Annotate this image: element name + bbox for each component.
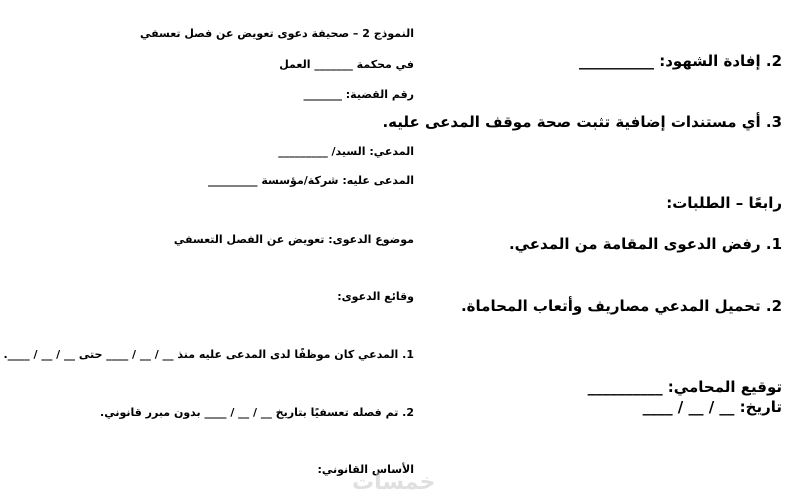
request-item-2: 2. تحميل المدعي مصاريف وأتعاب المحاماة. — [460, 297, 782, 315]
case-number-line: رقم القضية: _______ — [303, 88, 414, 101]
defendant-line: المدعى عليه: شركة/مؤسسة _________ — [208, 174, 414, 187]
form-title: النموذج 2 – صحيفة دعوى تعويض عن فصل تعسفي — [139, 27, 414, 40]
additional-documents-line: 3. أي مستندات إضافية تثبت صحة موقف المدعى عليه. — [382, 113, 782, 131]
request-item-1: 1. رفض الدعوى المقامة من المدعي. — [508, 235, 782, 253]
date-line: تاريخ: __ / __ / ____ — [642, 398, 782, 416]
subject-line: موضوع الدعوى: تعويض عن الفصل التعسفي — [173, 233, 414, 246]
plaintiff-line: المدعي: السيد/ _________ — [278, 145, 414, 158]
witness-statement-line: 2. إفادة الشهود: __________ — [579, 52, 782, 70]
watermark-logo: خمسات — [352, 470, 436, 495]
fact-item-2: 2. تم فصله تعسفيًا بتاريخ __ / __ / ____ بدون مبرر قانوني. — [100, 406, 414, 419]
lawyer-signature-line: توقيع المحامي: __________ — [587, 378, 782, 396]
court-line: في محكمة _______ العمل — [279, 58, 414, 71]
fact-item-1: 1. المدعي كان موظفًا لدى المدعى عليه منذ __ / __ / ____ حتى __ / __ / ____. — [3, 348, 414, 361]
requests-heading: رابعًا – الطلبات: — [666, 194, 782, 212]
facts-heading: وقائع الدعوى: — [337, 290, 414, 303]
legal-basis-heading: الأساس القانوني: — [317, 463, 414, 476]
